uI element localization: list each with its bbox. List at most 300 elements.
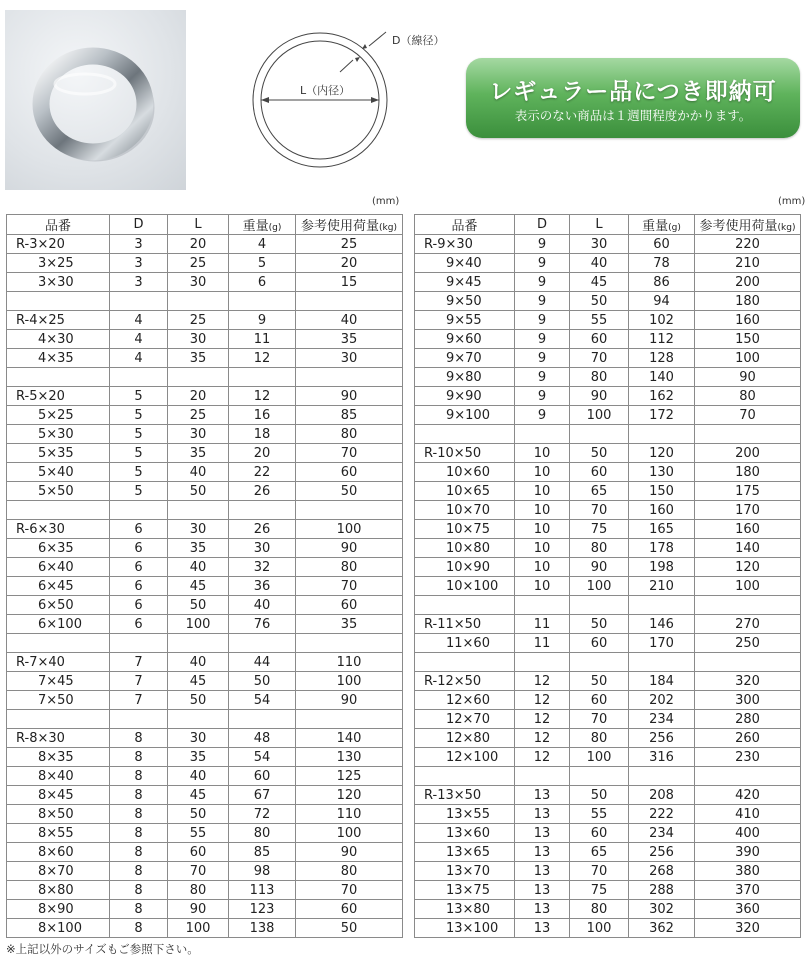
weight-cell: 198 <box>629 558 695 577</box>
load-cell: 140 <box>695 539 801 558</box>
weight-cell <box>229 368 296 387</box>
load-cell: 160 <box>695 520 801 539</box>
wire-diameter-cell: 13 <box>515 805 570 824</box>
part-number-cell: 8×100 <box>7 919 110 938</box>
wire-diameter-cell: 8 <box>110 862 168 881</box>
table-row <box>415 368 801 387</box>
inner-diameter-cell: 40 <box>570 254 629 273</box>
table-row <box>415 748 801 767</box>
wire-diameter-cell: 10 <box>515 501 570 520</box>
wire-diameter-cell: 5 <box>110 387 168 406</box>
weight-cell: 86 <box>629 273 695 292</box>
part-number-cell <box>7 501 110 520</box>
table-row <box>7 235 403 254</box>
weight-cell <box>229 710 296 729</box>
weight-cell: 150 <box>629 482 695 501</box>
load-cell: 80 <box>296 558 403 577</box>
part-number-cell: 13×100 <box>415 919 515 938</box>
wire-diameter-cell: 10 <box>515 558 570 577</box>
header-l: L <box>168 215 229 235</box>
load-cell: 320 <box>695 672 801 691</box>
part-number-cell: 10×75 <box>415 520 515 539</box>
wire-diameter-cell: 8 <box>110 824 168 843</box>
inner-diameter-cell: 70 <box>570 710 629 729</box>
product-photo <box>5 10 186 190</box>
weight-cell: 6 <box>229 273 296 292</box>
weight-cell: 162 <box>629 387 695 406</box>
weight-cell: 102 <box>629 311 695 330</box>
weight-cell: 18 <box>229 425 296 444</box>
wire-diameter-cell: 9 <box>515 368 570 387</box>
inner-diameter-cell: 40 <box>168 767 229 786</box>
inner-diameter-cell: 20 <box>168 387 229 406</box>
table-row <box>415 311 801 330</box>
wire-diameter-cell: 8 <box>110 881 168 900</box>
inner-diameter-cell <box>570 653 629 672</box>
table-row <box>7 881 403 900</box>
weight-cell: 60 <box>229 767 296 786</box>
inner-diameter-cell: 70 <box>168 862 229 881</box>
wire-diameter-cell <box>110 634 168 653</box>
part-number-cell: R-11×50 <box>415 615 515 634</box>
wire-diameter-cell: 8 <box>110 767 168 786</box>
spec-table-right <box>414 214 801 938</box>
part-number-cell: 8×70 <box>7 862 110 881</box>
weight-cell: 11 <box>229 330 296 349</box>
table-header-row <box>415 215 801 235</box>
d-label: D（線径） <box>392 34 445 47</box>
availability-banner <box>466 58 800 138</box>
part-number-cell: 7×50 <box>7 691 110 710</box>
part-number-cell: 5×50 <box>7 482 110 501</box>
weight-cell: 210 <box>629 577 695 596</box>
header-weight: 重量(g) <box>229 215 296 235</box>
inner-diameter-cell <box>570 596 629 615</box>
wire-diameter-cell: 5 <box>110 444 168 463</box>
weight-cell: 362 <box>629 919 695 938</box>
table-row <box>7 900 403 919</box>
weight-cell: 67 <box>229 786 296 805</box>
load-cell: 400 <box>695 824 801 843</box>
part-number-cell: 12×70 <box>415 710 515 729</box>
part-number-cell: 12×80 <box>415 729 515 748</box>
inner-diameter-cell: 55 <box>168 824 229 843</box>
inner-diameter-cell: 80 <box>570 900 629 919</box>
weight-cell: 146 <box>629 615 695 634</box>
load-cell: 200 <box>695 444 801 463</box>
inner-diameter-cell: 30 <box>168 729 229 748</box>
load-cell <box>296 710 403 729</box>
table-row <box>415 900 801 919</box>
load-cell: 50 <box>296 919 403 938</box>
table-row <box>415 273 801 292</box>
wire-diameter-cell: 6 <box>110 577 168 596</box>
wire-diameter-cell: 10 <box>515 520 570 539</box>
spec-table-left <box>6 214 403 938</box>
inner-diameter-cell: 75 <box>570 520 629 539</box>
inner-diameter-cell: 45 <box>570 273 629 292</box>
table-row <box>415 558 801 577</box>
part-number-cell: 8×40 <box>7 767 110 786</box>
table-row <box>7 311 403 330</box>
table-row <box>415 672 801 691</box>
weight-cell: 5 <box>229 254 296 273</box>
wire-diameter-cell <box>515 653 570 672</box>
table-row <box>415 330 801 349</box>
load-cell: 90 <box>296 539 403 558</box>
inner-diameter-cell: 50 <box>168 482 229 501</box>
part-number-cell: 10×100 <box>415 577 515 596</box>
load-cell: 390 <box>695 843 801 862</box>
load-cell: 90 <box>296 691 403 710</box>
weight-cell: 256 <box>629 843 695 862</box>
table-row <box>7 786 403 805</box>
part-number-cell: 9×80 <box>415 368 515 387</box>
load-cell: 80 <box>296 862 403 881</box>
table-spacer-row <box>415 596 801 615</box>
wire-diameter-cell: 12 <box>515 691 570 710</box>
weight-cell: 120 <box>629 444 695 463</box>
weight-cell: 130 <box>629 463 695 482</box>
table-row <box>415 710 801 729</box>
weight-cell: 30 <box>229 539 296 558</box>
wire-diameter-cell: 5 <box>110 482 168 501</box>
table-spacer-row <box>7 292 403 311</box>
weight-cell: 234 <box>629 824 695 843</box>
inner-diameter-cell: 50 <box>168 805 229 824</box>
wire-diameter-cell: 7 <box>110 653 168 672</box>
weight-cell <box>229 501 296 520</box>
inner-diameter-cell: 40 <box>168 653 229 672</box>
table-row <box>7 577 403 596</box>
part-number-cell: 13×60 <box>415 824 515 843</box>
weight-cell: 288 <box>629 881 695 900</box>
weight-cell: 268 <box>629 862 695 881</box>
wire-diameter-cell: 3 <box>110 254 168 273</box>
load-cell: 210 <box>695 254 801 273</box>
load-cell: 90 <box>695 368 801 387</box>
wire-diameter-cell: 4 <box>110 330 168 349</box>
part-number-cell: R-12×50 <box>415 672 515 691</box>
load-cell <box>296 368 403 387</box>
load-cell: 130 <box>296 748 403 767</box>
inner-diameter-cell: 50 <box>168 596 229 615</box>
load-cell: 200 <box>695 273 801 292</box>
inner-diameter-cell: 50 <box>570 444 629 463</box>
inner-diameter-cell: 35 <box>168 444 229 463</box>
weight-cell: 172 <box>629 406 695 425</box>
inner-diameter-cell: 80 <box>570 539 629 558</box>
load-cell <box>695 596 801 615</box>
part-number-cell: 10×70 <box>415 501 515 520</box>
inner-diameter-cell: 80 <box>570 729 629 748</box>
inner-diameter-cell: 60 <box>570 634 629 653</box>
wire-diameter-cell: 9 <box>515 254 570 273</box>
table-row <box>415 634 801 653</box>
table-row <box>7 805 403 824</box>
inner-diameter-cell: 50 <box>570 292 629 311</box>
part-number-cell: 6×40 <box>7 558 110 577</box>
header-load: 参考使用荷量(kg) <box>695 215 801 235</box>
part-number-cell: R-9×30 <box>415 235 515 254</box>
inner-diameter-cell: 65 <box>570 482 629 501</box>
part-number-cell: 6×50 <box>7 596 110 615</box>
load-cell: 410 <box>695 805 801 824</box>
table-row <box>415 387 801 406</box>
weight-cell: 222 <box>629 805 695 824</box>
weight-cell: 78 <box>629 254 695 273</box>
wire-diameter-cell: 8 <box>110 748 168 767</box>
part-number-cell <box>415 425 515 444</box>
weight-cell: 26 <box>229 520 296 539</box>
table-row <box>7 463 403 482</box>
wire-diameter-cell: 9 <box>515 387 570 406</box>
load-cell: 50 <box>296 482 403 501</box>
wire-diameter-cell: 8 <box>110 900 168 919</box>
part-number-cell: R-3×20 <box>7 235 110 254</box>
inner-diameter-cell: 80 <box>570 368 629 387</box>
inner-diameter-cell <box>168 368 229 387</box>
part-number-cell: 8×50 <box>7 805 110 824</box>
part-number-cell: 7×45 <box>7 672 110 691</box>
part-number-cell <box>7 368 110 387</box>
weight-cell: 36 <box>229 577 296 596</box>
part-number-cell <box>415 596 515 615</box>
weight-cell: 76 <box>229 615 296 634</box>
weight-cell: 302 <box>629 900 695 919</box>
part-number-cell: 13×80 <box>415 900 515 919</box>
table-row <box>415 729 801 748</box>
part-number-cell: 8×35 <box>7 748 110 767</box>
weight-cell: 20 <box>229 444 296 463</box>
part-number-cell: 8×55 <box>7 824 110 843</box>
wire-diameter-line <box>369 32 386 46</box>
wire-diameter-cell: 8 <box>110 843 168 862</box>
part-number-cell: 13×55 <box>415 805 515 824</box>
inner-diameter-cell: 50 <box>168 691 229 710</box>
load-cell: 150 <box>695 330 801 349</box>
part-number-cell: 3×30 <box>7 273 110 292</box>
load-cell <box>695 653 801 672</box>
wire-diameter-cell: 8 <box>110 805 168 824</box>
wire-diameter-cell: 8 <box>110 786 168 805</box>
inner-diameter-cell: 25 <box>168 254 229 273</box>
wire-diameter-cell: 13 <box>515 786 570 805</box>
load-cell: 120 <box>695 558 801 577</box>
load-cell: 270 <box>695 615 801 634</box>
weight-cell: 184 <box>629 672 695 691</box>
part-number-cell: 8×45 <box>7 786 110 805</box>
load-cell: 90 <box>296 843 403 862</box>
load-cell: 85 <box>296 406 403 425</box>
load-cell: 80 <box>296 425 403 444</box>
part-number-cell: R-7×40 <box>7 653 110 672</box>
part-number-cell <box>7 292 110 311</box>
wire-diameter-cell: 12 <box>515 710 570 729</box>
load-cell <box>296 292 403 311</box>
inner-diameter-cell: 60 <box>570 330 629 349</box>
wire-diameter-cell: 4 <box>110 311 168 330</box>
table-row <box>7 596 403 615</box>
inner-diameter-cell: 30 <box>570 235 629 254</box>
inner-diameter-cell: 90 <box>168 900 229 919</box>
header-part: 品番 <box>415 215 515 235</box>
part-number-cell: 8×80 <box>7 881 110 900</box>
part-number-cell: 5×40 <box>7 463 110 482</box>
wire-diameter-cell <box>515 425 570 444</box>
weight-cell: 4 <box>229 235 296 254</box>
table-row <box>415 805 801 824</box>
table-row <box>7 425 403 444</box>
load-cell: 140 <box>296 729 403 748</box>
load-cell: 320 <box>695 919 801 938</box>
part-number-cell: R-8×30 <box>7 729 110 748</box>
part-number-cell: 9×40 <box>415 254 515 273</box>
header-l: L <box>570 215 629 235</box>
inner-diameter-cell: 40 <box>168 463 229 482</box>
wire-diameter-cell: 10 <box>515 539 570 558</box>
inner-diameter-cell <box>570 425 629 444</box>
table-row <box>7 482 403 501</box>
part-number-cell: 5×35 <box>7 444 110 463</box>
part-number-cell: 11×60 <box>415 634 515 653</box>
weight-cell: 80 <box>229 824 296 843</box>
weight-cell <box>229 634 296 653</box>
load-cell: 70 <box>695 406 801 425</box>
table-row <box>415 235 801 254</box>
inner-diameter-cell: 65 <box>570 843 629 862</box>
part-number-cell: 9×70 <box>415 349 515 368</box>
table-row <box>415 406 801 425</box>
wire-diameter-cell: 8 <box>110 729 168 748</box>
part-number-cell: 4×30 <box>7 330 110 349</box>
part-number-cell: 9×60 <box>415 330 515 349</box>
part-number-cell: 9×90 <box>415 387 515 406</box>
table-row <box>415 292 801 311</box>
wire-diameter-cell: 12 <box>515 672 570 691</box>
load-cell: 70 <box>296 881 403 900</box>
weight-cell: 202 <box>629 691 695 710</box>
part-number-cell <box>7 634 110 653</box>
weight-cell: 165 <box>629 520 695 539</box>
weight-cell: 170 <box>629 634 695 653</box>
inner-diameter-cell <box>168 710 229 729</box>
load-cell: 35 <box>296 330 403 349</box>
wire-diameter-cell: 9 <box>515 330 570 349</box>
inner-diameter-cell: 80 <box>168 881 229 900</box>
inner-diameter-cell: 35 <box>168 748 229 767</box>
weight-cell <box>629 767 695 786</box>
l-label: L（内径） <box>300 84 351 97</box>
table-spacer-row <box>7 501 403 520</box>
inner-diameter-cell: 30 <box>168 520 229 539</box>
weight-cell <box>629 653 695 672</box>
load-cell: 220 <box>695 235 801 254</box>
wire-diameter-cell: 13 <box>515 881 570 900</box>
inner-diameter-cell: 100 <box>168 615 229 634</box>
load-cell: 70 <box>296 444 403 463</box>
inner-diameter-cell: 50 <box>570 615 629 634</box>
weight-cell: 26 <box>229 482 296 501</box>
load-cell: 40 <box>296 311 403 330</box>
ring-photo-icon <box>5 10 186 190</box>
part-number-cell: 10×80 <box>415 539 515 558</box>
part-number-cell: 12×60 <box>415 691 515 710</box>
part-number-cell: 13×70 <box>415 862 515 881</box>
load-cell: 15 <box>296 273 403 292</box>
weight-cell <box>629 425 695 444</box>
load-cell: 60 <box>296 596 403 615</box>
weight-cell: 54 <box>229 748 296 767</box>
part-number-cell: 12×100 <box>415 748 515 767</box>
inner-diameter-cell: 100 <box>570 577 629 596</box>
inner-diameter-cell: 45 <box>168 786 229 805</box>
weight-cell: 128 <box>629 349 695 368</box>
wire-diameter-cell: 12 <box>515 748 570 767</box>
wire-diameter-cell <box>110 710 168 729</box>
load-cell: 260 <box>695 729 801 748</box>
inner-diameter-cell: 75 <box>570 881 629 900</box>
table-row <box>7 330 403 349</box>
part-number-cell: 10×65 <box>415 482 515 501</box>
wire-diameter-cell: 13 <box>515 824 570 843</box>
load-cell: 35 <box>296 615 403 634</box>
inner-diameter-cell: 70 <box>570 862 629 881</box>
inner-diameter-cell: 45 <box>168 577 229 596</box>
inner-diameter-cell: 30 <box>168 330 229 349</box>
load-cell: 25 <box>296 235 403 254</box>
weight-cell: 94 <box>629 292 695 311</box>
part-number-cell: 9×45 <box>415 273 515 292</box>
banner-title: レギュラー品につき即納可 <box>489 79 777 105</box>
table-row <box>7 653 403 672</box>
table-row <box>7 539 403 558</box>
part-number-cell: R-4×25 <box>7 311 110 330</box>
inner-diameter-cell: 100 <box>570 919 629 938</box>
weight-cell <box>229 292 296 311</box>
weight-cell: 32 <box>229 558 296 577</box>
weight-cell: 54 <box>229 691 296 710</box>
part-number-cell: R-6×30 <box>7 520 110 539</box>
wire-diameter-cell: 10 <box>515 444 570 463</box>
load-cell: 110 <box>296 805 403 824</box>
part-number-cell: R-13×50 <box>415 786 515 805</box>
load-cell: 160 <box>695 311 801 330</box>
wire-diameter-cell <box>110 368 168 387</box>
wire-diameter-cell: 3 <box>110 273 168 292</box>
inner-diameter-cell: 50 <box>570 786 629 805</box>
load-cell: 380 <box>695 862 801 881</box>
inner-diameter-cell: 45 <box>168 672 229 691</box>
inner-diameter-cell: 30 <box>168 425 229 444</box>
unit-label-left: (mm) <box>372 196 400 207</box>
weight-cell: 98 <box>229 862 296 881</box>
header-d: D <box>515 215 570 235</box>
table-row <box>7 919 403 938</box>
part-number-cell: 8×60 <box>7 843 110 862</box>
table-row <box>7 520 403 539</box>
table-row <box>415 539 801 558</box>
wire-diameter-cell: 9 <box>515 273 570 292</box>
table-row <box>7 406 403 425</box>
inner-diameter-cell: 20 <box>168 235 229 254</box>
inner-diameter-cell: 55 <box>570 805 629 824</box>
load-cell: 250 <box>695 634 801 653</box>
load-cell: 280 <box>695 710 801 729</box>
wire-diameter-cell: 9 <box>515 235 570 254</box>
weight-cell: 72 <box>229 805 296 824</box>
part-number-cell: 9×55 <box>415 311 515 330</box>
